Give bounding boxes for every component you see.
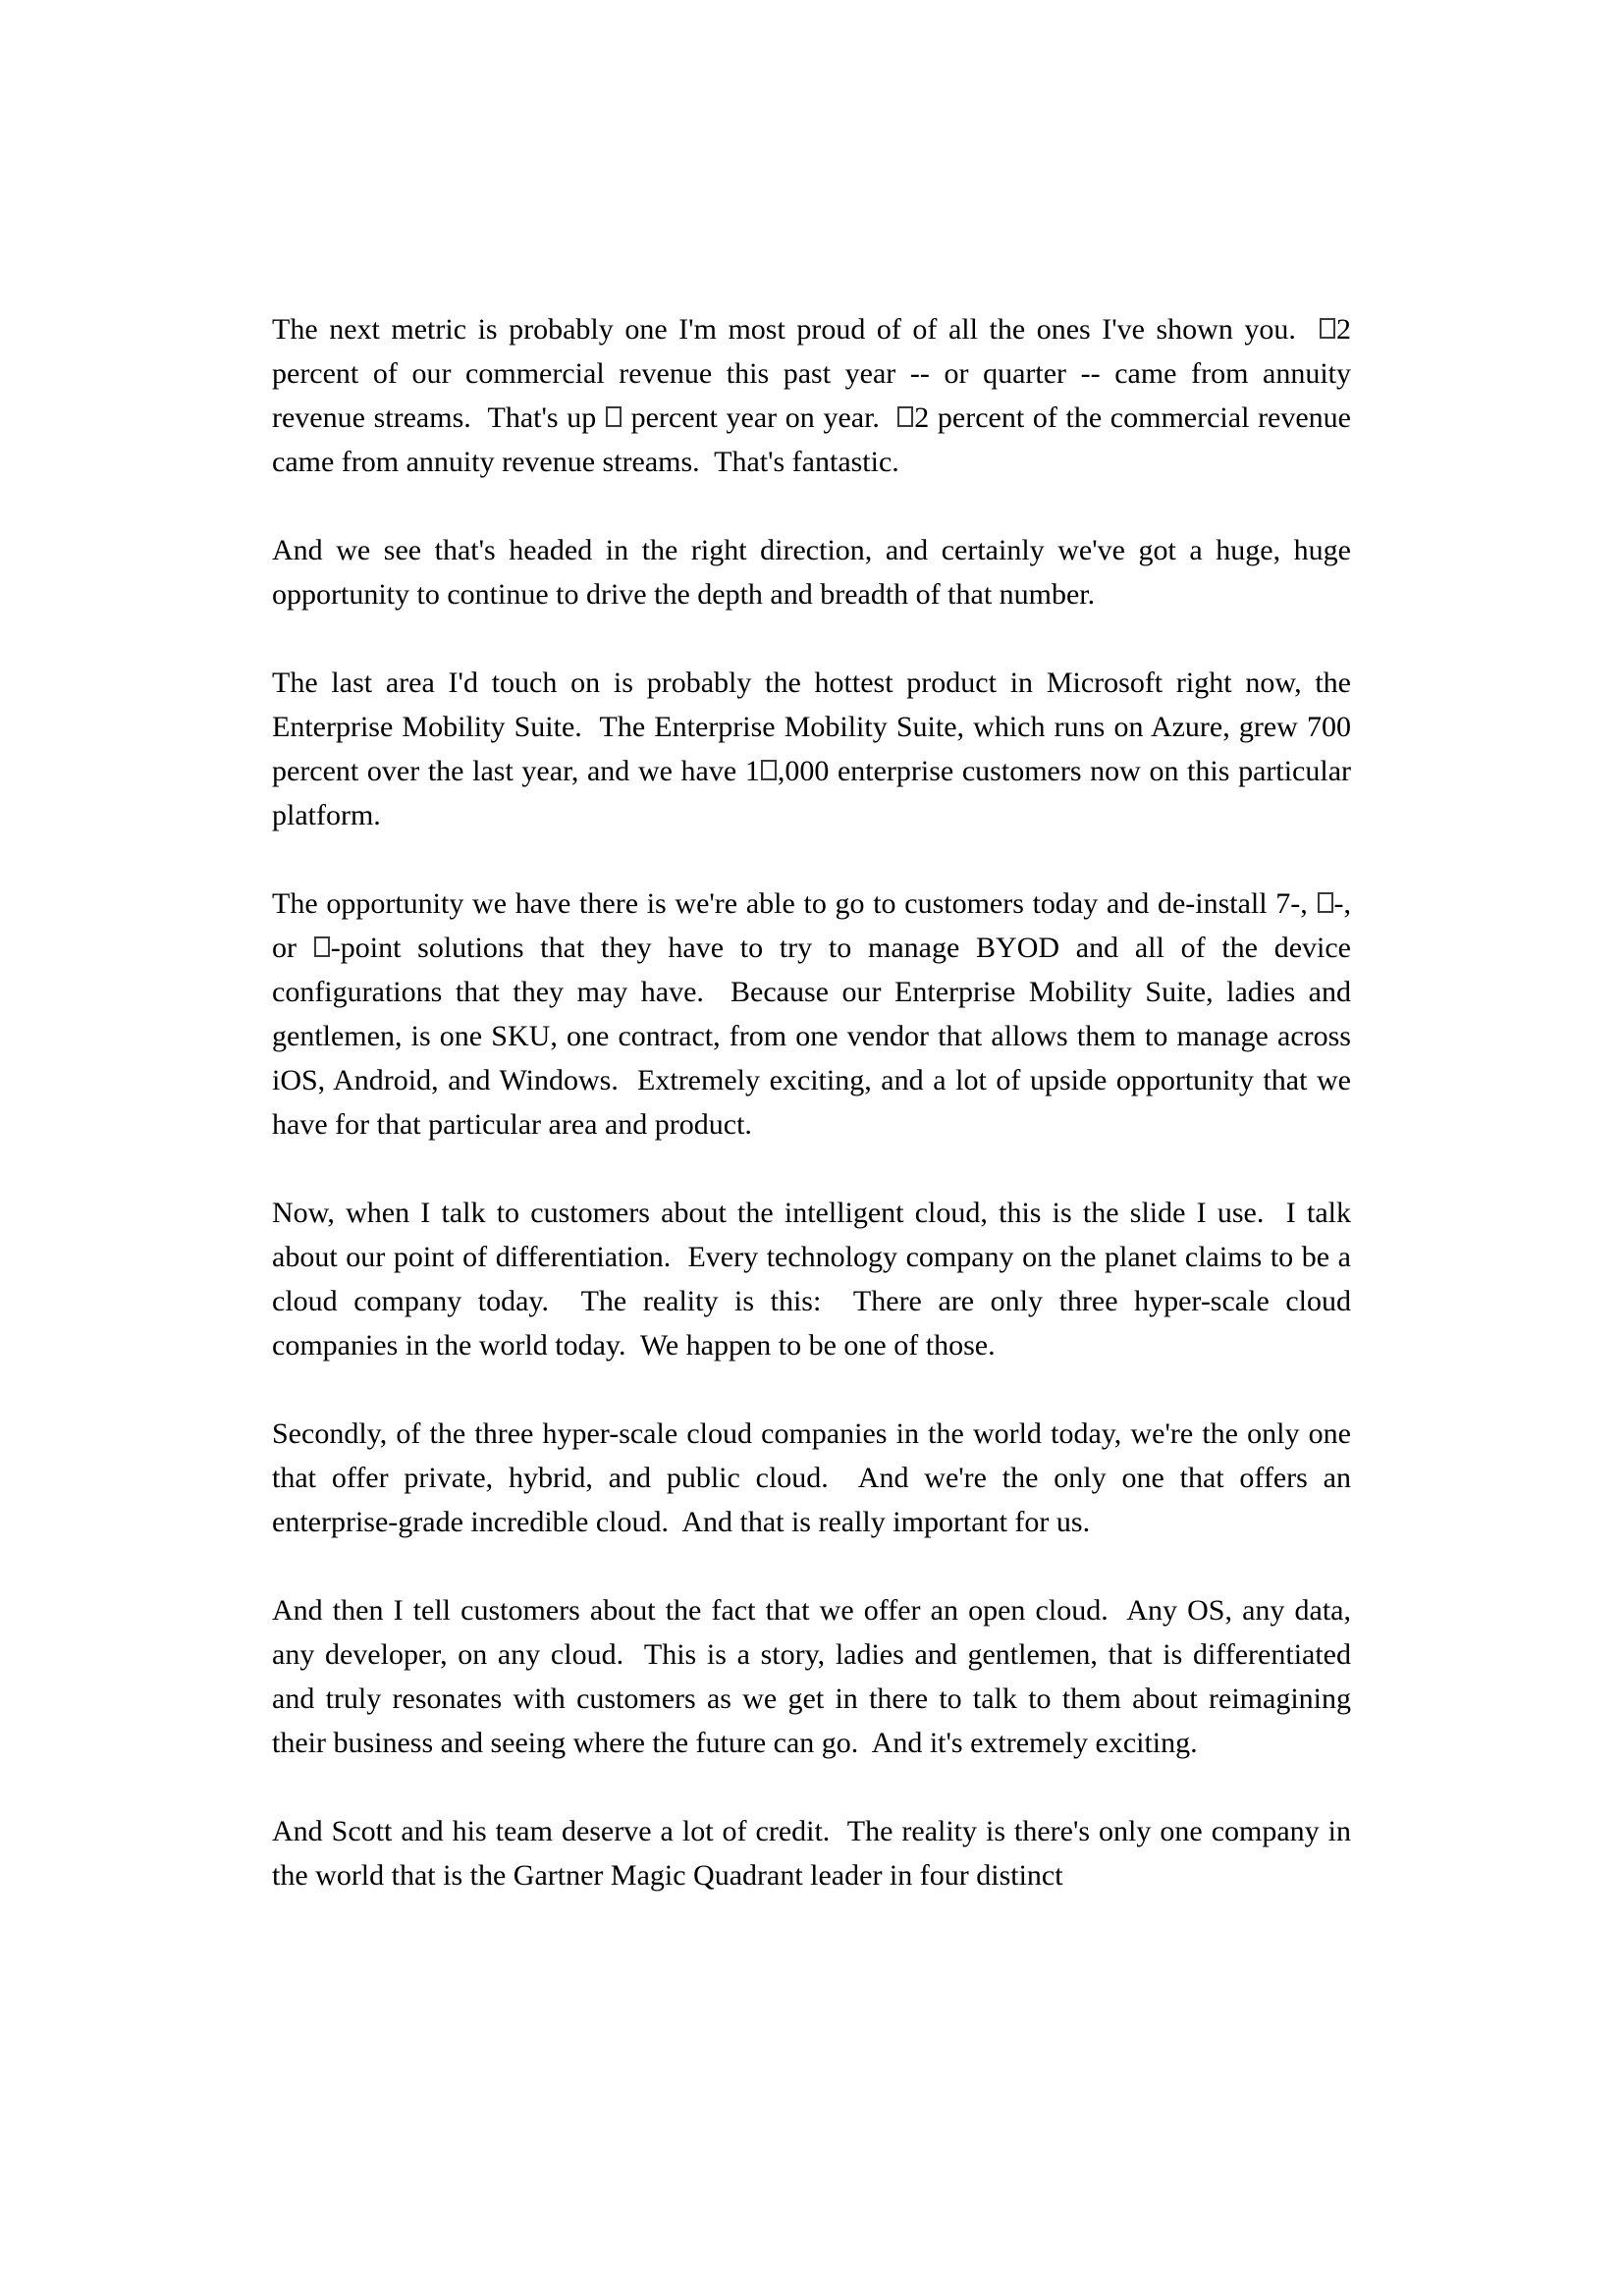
paragraph-4: The opportunity we have there is we're able to go to customers today and de-install 7-, -, or -point solutions that they have to try to manage BYOD and all of the device configurations that they may have. Because our Enterprise Mobility Suite, ladies and gentlemen, is one SKU, one contract, from one vendor that allows them to manage across iOS, Android, and Windows. Extremely exciting, and a lot of upside opportunity that we have for that particular area and product. bbox=[272, 887, 1359, 1141]
missing-glyph-box bbox=[761, 760, 777, 780]
missing-glyph-box bbox=[897, 406, 913, 427]
missing-glyph-box bbox=[314, 936, 330, 957]
missing-glyph-box bbox=[1320, 318, 1335, 339]
paragraph-7: And then I tell customers about the fact that we offer an open cloud. Any OS, any data, any developer, on any cloud. This is a story, ladies and gentlemen, that is differentiated and truly resonates with customers as we get in there to talk to them about reimagining their business and seeing where the future can go. And it's extremely exciting. bbox=[272, 1594, 1359, 1759]
paragraph-3: The last area I'd touch on is probably the hottest product in Microsoft right now, the Enterprise Mobility Suite. The Enterprise Mobility Suite, which runs on Azure, grew 700 percent over the last year, and we have 1 ,000 enterprise customers now on this particular platform. bbox=[272, 667, 1359, 831]
paragraph-2: And we see that's headed in the right direction, and certainly we've got a huge, huge opportunity to continue to drive the depth and breadth of that number. bbox=[272, 534, 1359, 611]
paragraph-8: And Scott and his team deserve a lot of credit. The reality is there's only one company in the world that is the Gartner Magic Quadrant leader in four distinct bbox=[272, 1815, 1359, 1892]
missing-glyph-box bbox=[606, 406, 622, 427]
transcript-text-block bbox=[272, 307, 1359, 1897]
missing-glyph-box bbox=[1318, 892, 1333, 913]
paragraph-6: Secondly, of the three hyper-scale cloud companies in the world today, we're the only one that offer private, hybrid, and public cloud. And we're the only one that offers an enterprise-grade incredible cloud. And that is really important for us. bbox=[272, 1417, 1359, 1538]
paragraph-1: The next metric is probably one I'm most proud of of all the ones I've shown you. 2 percent of our commercial revenue this past year -- or quarter -- came from annuity revenue streams. That's up percent year on year. 2 percent of the commercial revenue came from annuity revenue streams. That's fantastic. bbox=[272, 313, 1359, 478]
paragraph-5: Now, when I talk to customers about the intelligent cloud, this is the slide I use. I talk about our point of differentiation. Every technology company on the planet claims to be a cloud company today. The reality is this: There are only three hyper-scale cloud companies in the world today. We happen to be one of those. bbox=[272, 1197, 1359, 1362]
